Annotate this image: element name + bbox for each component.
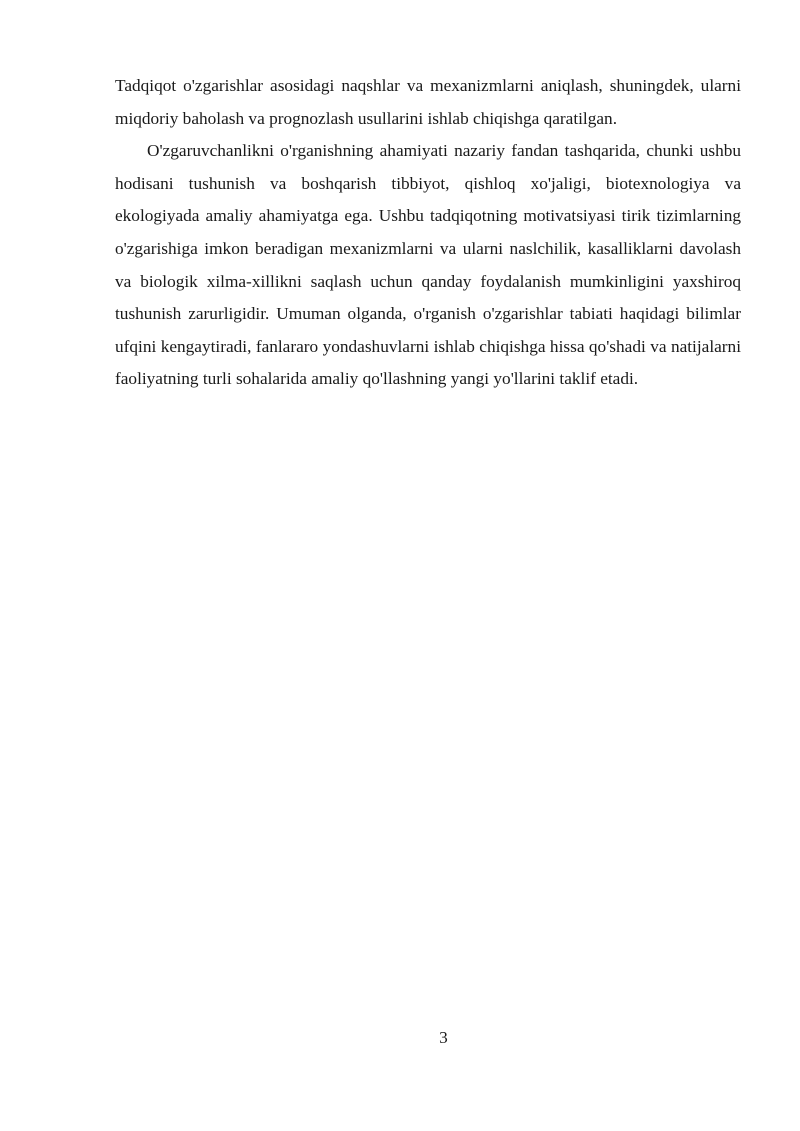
body-text	[115, 70, 741, 396]
paragraph: O'zgaruvchanlikni o'rganishning ahamiyati nazariy fandan tashqarida, chunki ushbu hodisani tushunish va boshqarish tibbiyot, qishloq xo'jaligi, biotexnologiya va ekologiyada amaliy ahamiyatga ega. Ushbu tadqiqotning motivatsiyasi tirik tizimlarning o'zgarishiga imkon beradigan mexanizmlarni va ularni naslchilik, kasalliklarni davolash va biologik xilma-xillikni saqlash uchun qanday foydalanish mumkinligini yaxshiroq tushunish zarurligidir. Umuman olganda, o'rganish o'zgarishlar tabiati haqidagi bilimlar ufqini kengaytiradi, fanlararo yondashuvlarni ishlab chiqishga hissa qo'shadi va natijalarni faoliyatning turli sohalarida amaliy qo'llashning yangi yo'llarini taklif etadi.	[115, 141, 741, 389]
paragraph-continuation: Tadqiqot o'zgarishlar asosidagi naqshlar va mexanizmlarni aniqlash, shuningdek, ularni miqdoriy baholash va prognozlash usullarini ishlab chiqishga qaratilgan.	[115, 76, 741, 128]
page-number: 3	[439, 1028, 448, 1047]
